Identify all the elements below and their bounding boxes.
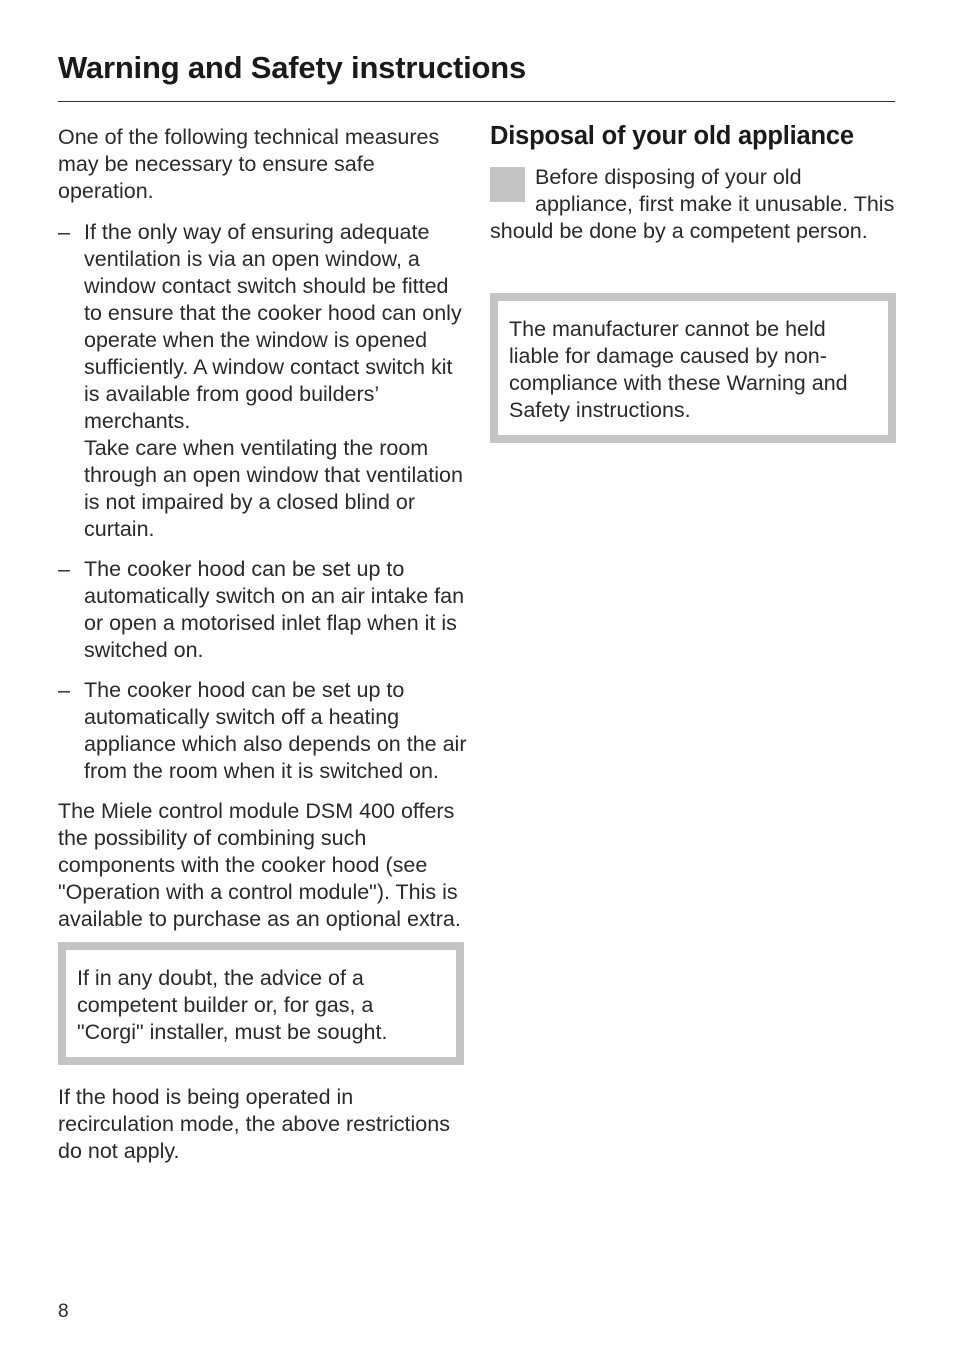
list-item-text: The cooker hood can be set up to automatically switch on an air intake fan or open a motorised inlet flap when it is switched on. xyxy=(84,557,465,662)
right-column xyxy=(490,120,896,443)
disposal-text: Before disposing of your old appliance, first make it unusable. This should be done by a competent person. xyxy=(490,165,895,243)
liability-notice-box xyxy=(490,293,896,443)
page-number: 8 xyxy=(58,1301,69,1322)
disposal-paragraph xyxy=(490,164,896,245)
intro-paragraph: One of the following technical measures may be necessary to ensure safe operation. xyxy=(58,125,440,203)
recirculation-paragraph: If the hood is being operated in recirculation mode, the above restrictions do not apply. xyxy=(58,1085,450,1163)
list-item xyxy=(58,677,468,785)
list-item-text: If the only way of ensuring adequate ventilation is via an open window, a window contact switch should be fitted to ensure that the cooker hood can only operate when the window is opened sufficiently. A window contact switch kit is available from good builders’ merchants. xyxy=(84,220,462,433)
dash-bullet: – xyxy=(58,557,70,581)
list-item-note: Take care when ventilating the room through an open window that ventilation is not impaired by a closed blind or curtain. xyxy=(84,436,463,541)
dash-bullet: – xyxy=(58,678,70,702)
list-item xyxy=(58,556,468,664)
left-column xyxy=(58,124,468,1165)
title-divider xyxy=(58,101,895,102)
safety-measures-list xyxy=(58,219,468,785)
page-title: Warning and Safety instructions xyxy=(58,50,527,85)
doubt-warning-text: If in any doubt, the advice of a competent builder or, for gas, a "Corgi" installer, must be sought. xyxy=(77,966,388,1044)
disposal-heading: Disposal of your old appliance xyxy=(490,122,854,150)
list-item xyxy=(58,219,468,543)
list-item-text: The cooker hood can be set up to automatically switch off a heating appliance which also depends on the air from the room when it is switched on. xyxy=(84,678,467,783)
liability-notice-text: The manufacturer cannot be held liable for damage caused by non-compliance with these Warning and Safety instructions. xyxy=(509,317,848,422)
doubt-warning-box xyxy=(58,942,464,1065)
dash-bullet: – xyxy=(58,220,70,244)
grey-square-icon xyxy=(490,167,525,202)
control-module-paragraph: The Miele control module DSM 400 offers the possibility of combining such components with the cooker hood (see "Operation with a control module"). This is available to purchase as an optional extra. xyxy=(58,799,461,931)
